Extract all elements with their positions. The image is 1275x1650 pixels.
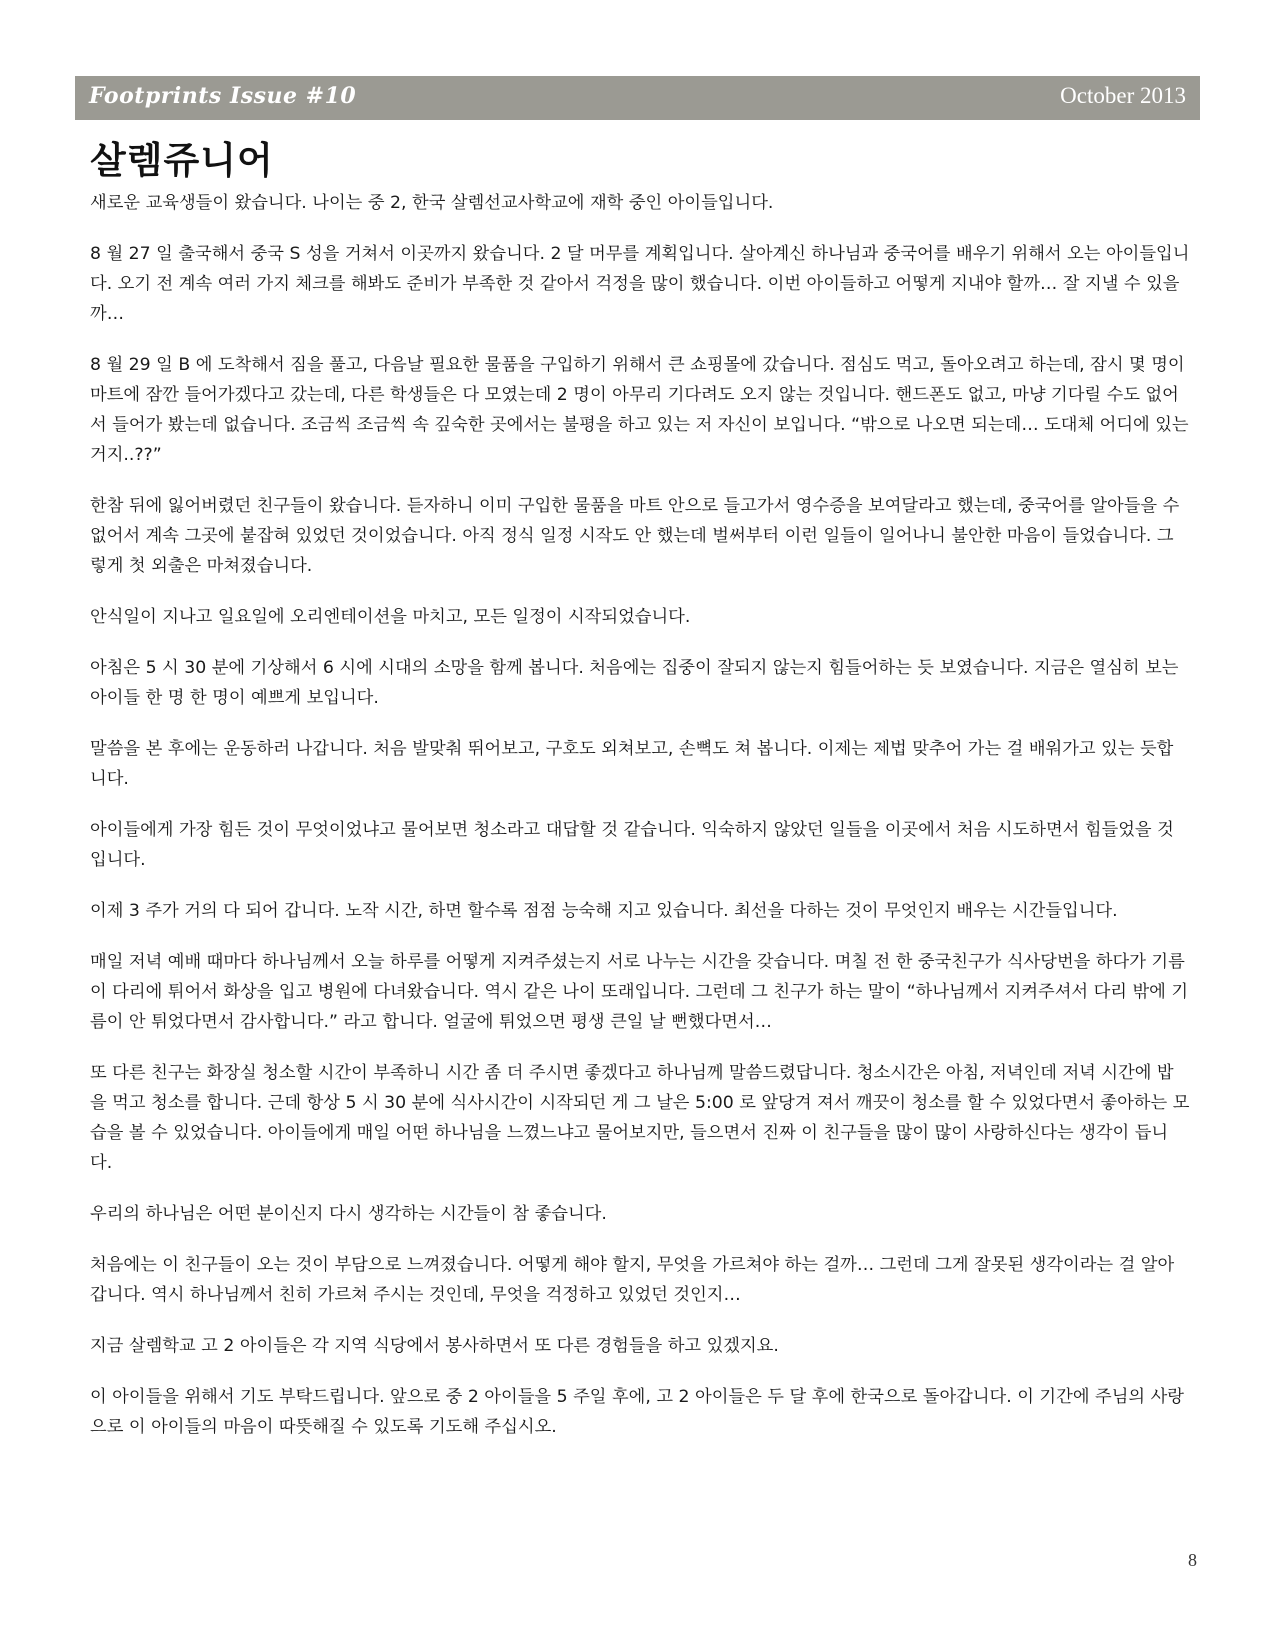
- paragraph: 8 월 29 일 B 에 도착해서 짐을 풀고, 다음날 필요한 물품을 구입하기 위해서 큰 쇼핑몰에 갔습니다. 점심도 먹고, 돌아오려고 하는데, 잠시 몇 명이 마트에 잠깐 들어가겠다고 갔는데, 다른 학생들은 다 모였는데 2 명이 아무리 기다려도 오지 않는 것입니다. 핸드폰도 없고, 마냥 기다릴 수도 없어서 들어가 봤는데 없습니다. 조금씩 조금씩 속 깊숙한 곳에서는 불평을 하고 있는 저 자신이 보입니다. “밖으로 나오면 되는데… 도대체 어디에 있는 거지..??”: [90, 355, 1189, 465]
- paragraph: 이제 3 주가 거의 다 되어 갑니다. 노작 시간, 하면 할수록 점점 능숙해 지고 있습니다. 최선을 다하는 것이 무엇인지 배우는 시간들입니다.: [90, 901, 1118, 921]
- article-title: 살렘쥬니어: [90, 139, 274, 182]
- article-body: [90, 188, 1190, 1463]
- paragraph: 이 아이들을 위해서 기도 부탁드립니다. 앞으로 중 2 아이들을 5 주일 후에, 고 2 아이들은 두 달 후에 한국으로 돌아갑니다. 이 기간에 주님의 사랑으로 이 아이들의 마음이 따뜻해질 수 있도록 기도해 주십시오.: [90, 1387, 1184, 1437]
- paragraph: 새로운 교육생들이 왔습니다. 나이는 중 2, 한국 살렘선교사학교에 재학 중인 아이들입니다.: [90, 193, 774, 213]
- paragraph: 말씀을 본 후에는 운동하러 나갑니다. 처음 발맞춰 뛰어보고, 구호도 외쳐보고, 손뼉도 쳐 봅니다. 이제는 제법 맞추어 가는 걸 배워가고 있는 듯합니다.: [90, 739, 1174, 789]
- newsletter-header-bar: [75, 76, 1200, 120]
- paragraph: 8 월 27 일 출국해서 중국 S 성을 거쳐서 이곳까지 왔습니다. 2 달 머무를 계획입니다. 살아계신 하나님과 중국어를 배우기 위해서 오는 아이들입니다. 오기 전 계속 여러 가지 체크를 해봐도 준비가 부족한 것 같아서 걱정을 많이 했습니다. 이번 아이들하고 어떻게 지내야 할까… 잘 지낼 수 있을까…: [90, 244, 1190, 324]
- issue-date: October 2013: [1060, 83, 1186, 108]
- paragraph: 처음에는 이 친구들이 오는 것이 부담으로 느껴졌습니다. 어떻게 해야 할지, 무엇을 가르쳐야 하는 걸까… 그런데 그게 잘못된 생각이라는 걸 알아갑니다. 역시 하나님께서 친히 가르쳐 주시는 것인데, 무엇을 걱정하고 있었던 것인지…: [90, 1255, 1175, 1305]
- paragraph: 우리의 하나님은 어떤 분이신지 다시 생각하는 시간들이 참 좋습니다.: [90, 1204, 607, 1224]
- page-number: 8: [1188, 1550, 1197, 1570]
- publication-name: Footprints Issue #10: [89, 83, 357, 109]
- paragraph: 안식일이 지나고 일요일에 오리엔테이션을 마치고, 모든 일정이 시작되었습니다.: [90, 607, 691, 627]
- paragraph: 지금 살렘학교 고 2 아이들은 각 지역 식당에서 봉사하면서 또 다른 경험들을 하고 있겠지요.: [90, 1336, 779, 1356]
- paragraph: 한참 뒤에 잃어버렸던 친구들이 왔습니다. 듣자하니 이미 구입한 물품을 마트 안으로 들고가서 영수증을 보여달라고 했는데, 중국어를 알아들을 수 없어서 계속 그곳에 붙잡혀 있었던 것이었습니다. 아직 정식 일정 시작도 안 했는데 벌써부터 이런 일들이 일어나니 불안한 마음이 들었습니다. 그렇게 첫 외출은 마쳐졌습니다.: [90, 496, 1180, 576]
- paragraph: 아침은 5 시 30 분에 기상해서 6 시에 시대의 소망을 함께 봅니다. 처음에는 집중이 잘되지 않는지 힘들어하는 듯 보였습니다. 지금은 열심히 보는 아이들 한 명 한 명이 예쁘게 보입니다.: [90, 658, 1179, 708]
- paragraph: 또 다른 친구는 화장실 청소할 시간이 부족하니 시간 좀 더 주시면 좋겠다고 하나님께 말씀드렸답니다. 청소시간은 아침, 저녁인데 저녁 시간에 밥을 먹고 청소를 합니다. 근데 항상 5 시 30 분에 식사시간이 시작되던 게 그 날은 5:00 로 앞당겨 져서 깨끗이 청소를 할 수 있었다면서 좋아하는 모습을 볼 수 있었습니다. 아이들에게 매일 어떤 하나님을 느꼈느냐고 물어보지만, 들으면서 진짜 이 친구들을 많이 많이 사랑하신다는 생각이 듭니다.: [90, 1063, 1190, 1173]
- paragraph: 아이들에게 가장 힘든 것이 무엇이었냐고 물어보면 청소라고 대답할 것 같습니다. 익숙하지 않았던 일들을 이곳에서 처음 시도하면서 힘들었을 것입니다.: [90, 820, 1174, 870]
- paragraph: 매일 저녁 예배 때마다 하나님께서 오늘 하루를 어떻게 지켜주셨는지 서로 나누는 시간을 갖습니다. 며칠 전 한 중국친구가 식사당번을 하다가 기름이 다리에 튀어서 화상을 입고 병원에 다녀왔습니다. 역시 같은 나이 또래입니다. 그런데 그 친구가 하는 말이 “하나님께서 지켜주셔서 다리 밖에 기름이 안 튀었다면서 감사합니다.” 라고 합니다. 얼굴에 튀었으면 평생 큰일 날 뻔했다면서…: [90, 952, 1189, 1032]
